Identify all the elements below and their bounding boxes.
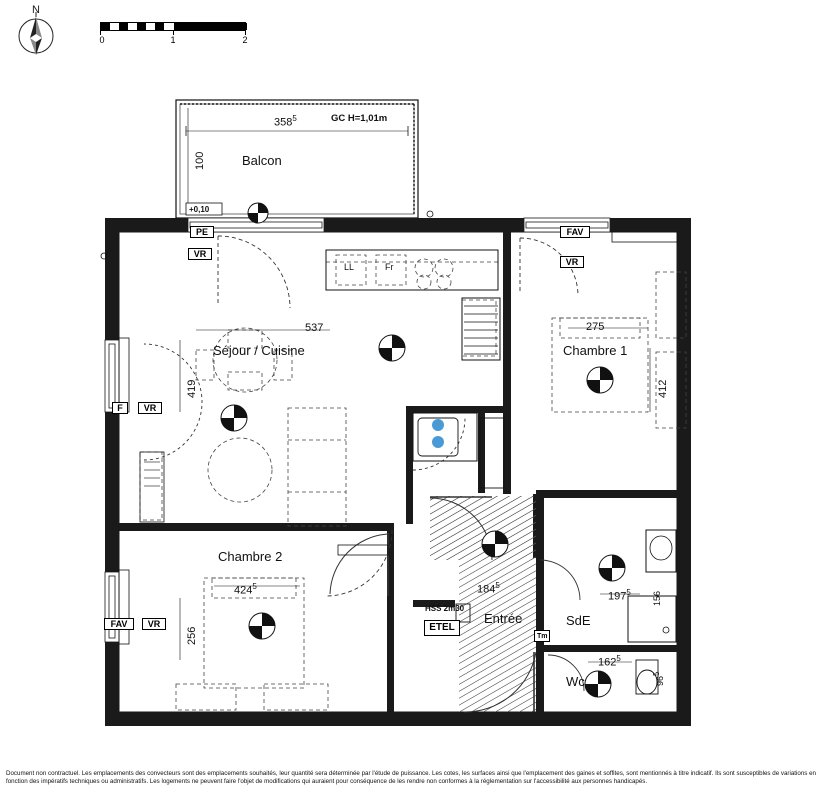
tag-tm: Tm [534, 630, 550, 642]
interior-walls [119, 232, 677, 712]
tag-fav-left: FAV [104, 618, 134, 630]
balcony-height-note: GC H=1,01m [331, 113, 388, 124]
sejour-depth-dim: 419 [186, 379, 198, 398]
chambre2-depth-dim: 256 [186, 626, 198, 645]
tag-vr-chambre2: VR [142, 618, 166, 630]
tag-f-left: F [112, 402, 128, 414]
wc-width-dim: $162^5$ [598, 654, 621, 669]
room-label-chambre-2: Chambre 2 [218, 549, 283, 564]
sejour-width-dim: 537 [305, 322, 324, 334]
sde-depth-dim: 156 [652, 590, 662, 606]
tag-vr-chambre1: VR [560, 256, 584, 268]
tag-fav-top: FAV [560, 226, 590, 238]
balcony-label: Balcon [242, 153, 282, 168]
sde-width-dim: $197^5$ [608, 588, 631, 603]
scale-tick-0: 0 [99, 35, 105, 45]
chambre1-depth-dim: 412 [657, 379, 669, 398]
chambre1-width-dim: 275 [586, 321, 605, 333]
scale-tick-2: 2 [242, 35, 248, 45]
chambre2-width-dim: $424^5$ [234, 582, 257, 597]
tag-vr-sejour-left: VR [138, 402, 162, 414]
tag-vr-sejour-top: VR [188, 248, 212, 260]
tag-pe: PE [190, 226, 214, 238]
tag-etel: ETEL [424, 620, 460, 636]
appliance-label-ll: LL [344, 262, 355, 272]
balcony-depth-dim: 100 [194, 151, 206, 170]
appliance-label-fr: Fr [385, 262, 394, 272]
entree-width-dim: $184^5$ [477, 581, 500, 596]
room-label-sde: SdE [566, 613, 591, 628]
room-label-wc: Wc [566, 674, 585, 689]
room-label-chambre-1: Chambre 1 [563, 343, 628, 358]
disclaimer-footer: Document non contractuel. Les emplacements des convecteurs sont des emplacements souhaités, leur quantité sera déterminée par l'étude de puissance. Les cotes, les surfaces ainsi que l'emplacement des gaines et soffites, sont mentionnés à titre indicatif. Ils sont susceptibles de variations en fonction des impératifs techniques ou administratifs. Les logements ne peuvent faire l'objet de modifications qui auraient pour conséquence de les rendre non conformes à la réglementation sur l'accessibilité aux personnes handicapés. [6, 770, 816, 786]
wc-depth-dim: $96^5$ [652, 671, 665, 686]
compass-north-label: N [32, 4, 40, 16]
note-hss: HSS 2m30 [425, 604, 465, 613]
scale-tick-1: 1 [170, 35, 176, 45]
room-label-sejour-cuisine: Séjour / Cuisine [213, 343, 305, 358]
fixtures [119, 232, 678, 694]
balcony-width-dim: $358^5$ [274, 114, 297, 129]
room-label-entree: Entrée [484, 611, 523, 626]
balcony-level-note: +0,10 [189, 205, 210, 214]
